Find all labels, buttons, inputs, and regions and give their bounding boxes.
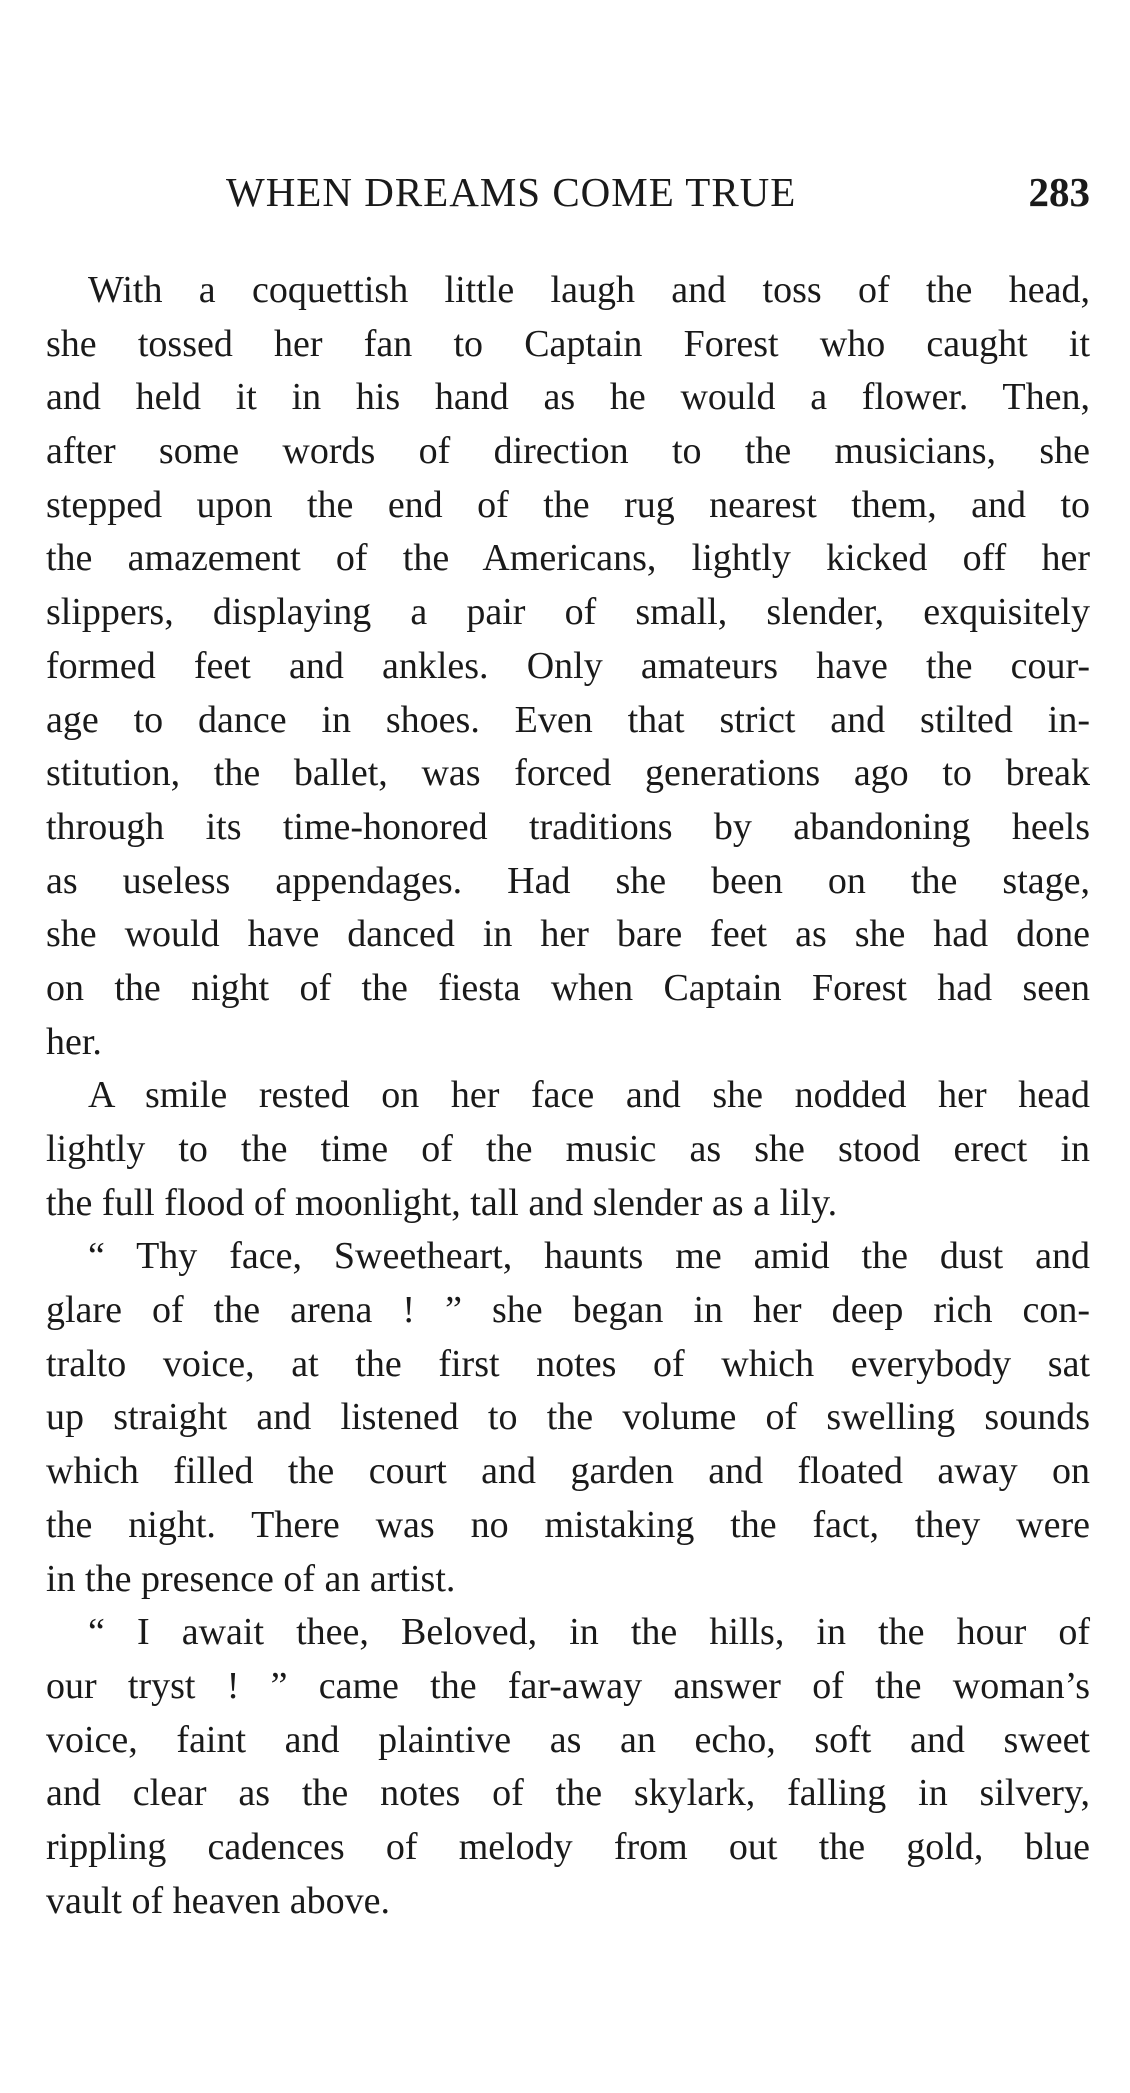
text-line: the full flood of moonlight, tall and slender as a lily. <box>46 1181 838 1224</box>
page-header <box>226 168 1090 224</box>
text-line: her. <box>46 1020 102 1063</box>
paragraph <box>46 264 1090 1069</box>
text-line: stitution, the ballet, was forced generations ago to break <box>46 752 1090 795</box>
text-line: With a coquettish little laugh and toss of the head, <box>88 269 1090 311</box>
text-line: lightly to the time of the music as she stood erect in <box>46 1128 1090 1170</box>
text-line: and clear as the notes of the skylark, falling in silvery, <box>46 1772 1090 1815</box>
paragraph <box>46 1069 1090 1230</box>
text-line: which filled the court and garden and floated away on <box>46 1450 1090 1493</box>
text-line: the night. There was no mistaking the fact, they were <box>46 1503 1090 1546</box>
text-line: up straight and listened to the volume of swelling sounds <box>46 1396 1090 1439</box>
text-line: through its time-honored traditions by abandoning heels <box>46 805 1090 848</box>
text-line: and held it in his hand as he would a flower. Then, <box>46 376 1090 419</box>
text-line: voice, faint and plaintive as an echo, soft and sweet <box>46 1718 1090 1761</box>
text-line: in the presence of an artist. <box>46 1557 456 1600</box>
body-text <box>46 264 1090 1928</box>
text-line: on the night of the fiesta when Captain Forest had seen <box>46 966 1090 1009</box>
text-line: the amazement of the Americans, lightly kicked off her <box>46 537 1090 580</box>
text-line: A smile rested on her face and she nodded her head <box>88 1074 1090 1117</box>
text-line: as useless appendages. Had she been on the stage, <box>46 859 1090 902</box>
text-line: rippling cadences of melody from out the gold, blue <box>46 1825 1090 1868</box>
text-line: “ Thy face, Sweetheart, haunts me amid the dust and <box>88 1235 1090 1278</box>
text-line: she tossed her fan to Captain Forest who caught it <box>46 322 1090 365</box>
paragraph <box>46 1230 1090 1606</box>
text-line: glare of the arena ! ” she began in her deep rich con- <box>46 1289 1090 1332</box>
text-line: slippers, displaying a pair of small, slender, exquisitely <box>46 591 1090 634</box>
paragraph <box>46 1606 1090 1928</box>
text-line: our tryst ! ” came the far-away answer of the woman’s <box>46 1664 1090 1707</box>
text-line: tralto voice, at the first notes of which everybody sat <box>46 1342 1090 1385</box>
text-line: formed feet and ankles. Only amateurs have the cour- <box>46 644 1090 687</box>
page-number: 283 <box>1028 169 1090 215</box>
text-line: “ I await thee, Beloved, in the hills, in the hour of <box>88 1611 1090 1654</box>
text-line: vault of heaven above. <box>46 1879 390 1922</box>
text-line: age to dance in shoes. Even that strict and stilted in- <box>46 698 1090 741</box>
text-line: after some words of direction to the musicians, she <box>46 430 1090 473</box>
running-title: WHEN DREAMS COME TRUE <box>226 169 797 215</box>
text-line: she would have danced in her bare feet as she had done <box>46 913 1090 956</box>
text-line: stepped upon the end of the rug nearest them, and to <box>46 483 1090 526</box>
